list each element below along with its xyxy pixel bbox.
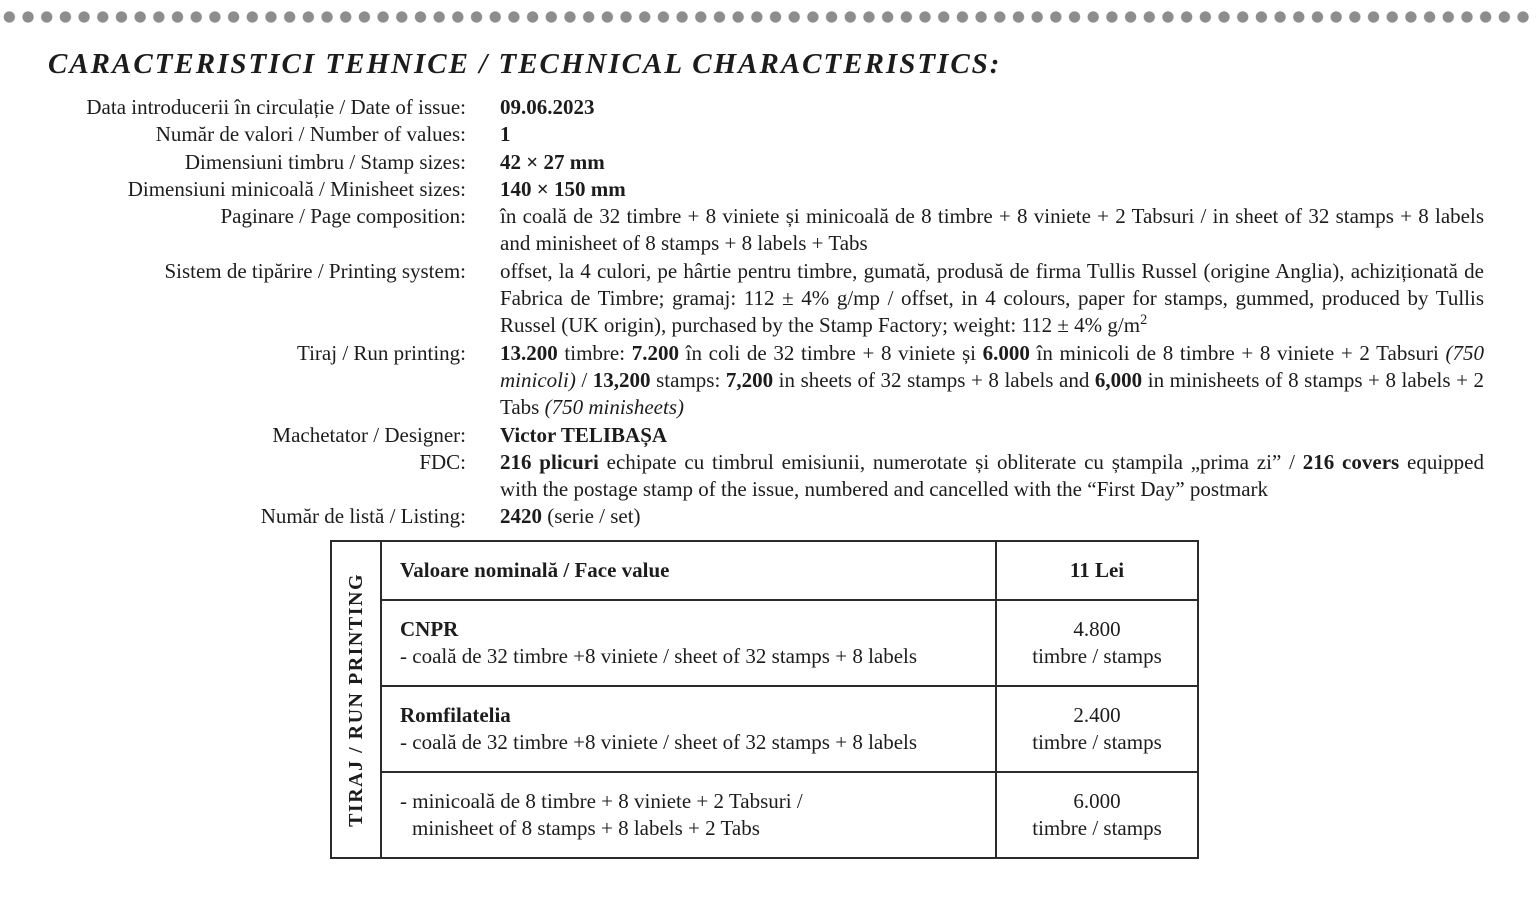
table-row-cnpr	[331, 600, 1198, 686]
spec-row-listing	[0, 503, 1536, 530]
spec-row-fdc	[0, 449, 1536, 504]
specs-list	[0, 94, 1536, 531]
row-qty: 4.800	[1073, 616, 1121, 641]
row-desc: - minicoală de 8 timbre + 8 viniete + 2 Tabsuri /	[400, 788, 803, 813]
spec-value: 42 × 27 mm	[500, 149, 605, 174]
row-desc: - coală de 32 timbre +8 viniete / sheet of 32 stamps + 8 labels	[400, 644, 918, 668]
spec-value: 216 plicuri echipate cu timbrul emisiunii, numerotate și obliterate cu ștampila „prima zi” / 216 covers equipped with the postage stamp of the issue, numbered and cancelled with the “First Day” postmark	[500, 449, 1484, 502]
row-qty-cell	[996, 772, 1198, 858]
face-value-header-cell: Valoare nominală / Face value	[381, 541, 996, 600]
spec-row-minisheet-sizes	[0, 176, 1536, 203]
spec-row-stamp-sizes	[0, 149, 1536, 176]
spec-value: Victor TELIBAȘA	[500, 422, 668, 447]
table-row-romfilatelia	[331, 686, 1198, 772]
row-qty-cell	[996, 686, 1198, 772]
spec-row-designer	[0, 422, 1536, 449]
spec-label: Număr de listă / Listing:	[260, 504, 466, 529]
row-desc: - coală de 32 timbre +8 viniete / sheet of 32 stamps + 8 labels	[400, 730, 918, 754]
spec-row-number-of-values	[0, 121, 1536, 148]
row-qty: 6.000	[1073, 788, 1121, 813]
row-unit: timbre / stamps	[1032, 816, 1162, 840]
spec-label: FDC:	[419, 449, 466, 474]
spec-value: 2420 (serie / set)	[500, 504, 641, 529]
row-title: CNPR	[400, 616, 459, 641]
row-qty-cell	[996, 600, 1198, 686]
face-value-cell: 11 Lei	[996, 541, 1198, 600]
run-printing-table	[330, 540, 1199, 859]
spec-label: Sistem de tipărire / Printing system:	[164, 258, 466, 283]
perforation-dots	[0, 11, 1536, 23]
spec-label: Număr de valori / Number of values:	[155, 122, 466, 147]
spec-value: 1	[500, 122, 511, 147]
row-desc-cell	[381, 600, 996, 686]
table-vertical-cell	[331, 541, 381, 858]
spec-value: offset, la 4 culori, pe hârtie pentru timbre, gumată, produsă de firma Tullis Russel (origine Anglia), achiziționată de Fabrica de Timbre; gramaj: 112 ± 4% g/mp / offset, in 4 colours, paper for stamps, gummed, produced by Tullis Russel (UK origin), purchased by the Stamp Factory; weight: 112 ± 4% $g/m^2$	[500, 258, 1484, 338]
table-row-minisheet	[331, 772, 1198, 858]
spec-label: Dimensiuni minicoală / Minisheet sizes:	[127, 176, 466, 201]
spec-value: 140 × 150 mm	[500, 176, 626, 201]
row-qty: 2.400	[1073, 702, 1121, 727]
spec-label: Data introducerii în circulație / Date of issue:	[86, 95, 466, 119]
row-title: Romfilatelia	[400, 702, 511, 727]
spec-label: Paginare / Page composition:	[220, 204, 466, 229]
table-header-row	[331, 541, 1198, 600]
page-title: CARACTERISTICI TEHNICE / TECHNICAL CHARACTERISTICS:	[48, 48, 1002, 80]
spec-row-printing-system	[0, 258, 1536, 340]
row-desc-line2: minisheet of 8 stamps + 8 labels + 2 Tabs	[412, 816, 760, 840]
spec-label: Dimensiuni timbru / Stamp sizes:	[184, 149, 466, 174]
row-desc-cell	[381, 772, 996, 858]
row-unit: timbre / stamps	[1032, 644, 1162, 668]
spec-value: 13.200 timbre: 7.200 în coli de 32 timbre + 8 viniete și 6.000 în minicoli de 8 timbre + 8 viniete + 2 Tabsuri (750 minicoli) / 13,200 stamps: 7,200 in sheets of 32 stamps + 8 labels and 6,000 in minisheets of 8 stamps + 8 labels + 2 Tabs (750 minisheets)	[500, 340, 1484, 420]
spec-row-run-printing	[0, 340, 1536, 422]
row-unit: timbre / stamps	[1032, 730, 1162, 754]
spec-value: în coală de 32 timbre + 8 viniete și minicoală de 8 timbre + 8 viniete + 2 Tabsuri / in sheet of 32 stamps + 8 labels and minisheet of 8 stamps + 8 labels + Tabs	[500, 204, 1484, 256]
spec-value: 09.06.2023	[500, 95, 595, 119]
row-desc-cell	[381, 686, 996, 772]
table-vertical-label: TIRAJ / RUN PRINTING	[344, 572, 367, 827]
spec-label: Machetator / Designer:	[272, 422, 466, 447]
spec-row-date-of-issue	[0, 94, 1536, 121]
spec-row-page-composition	[0, 203, 1536, 258]
spec-label: Tiraj / Run printing:	[297, 340, 466, 365]
